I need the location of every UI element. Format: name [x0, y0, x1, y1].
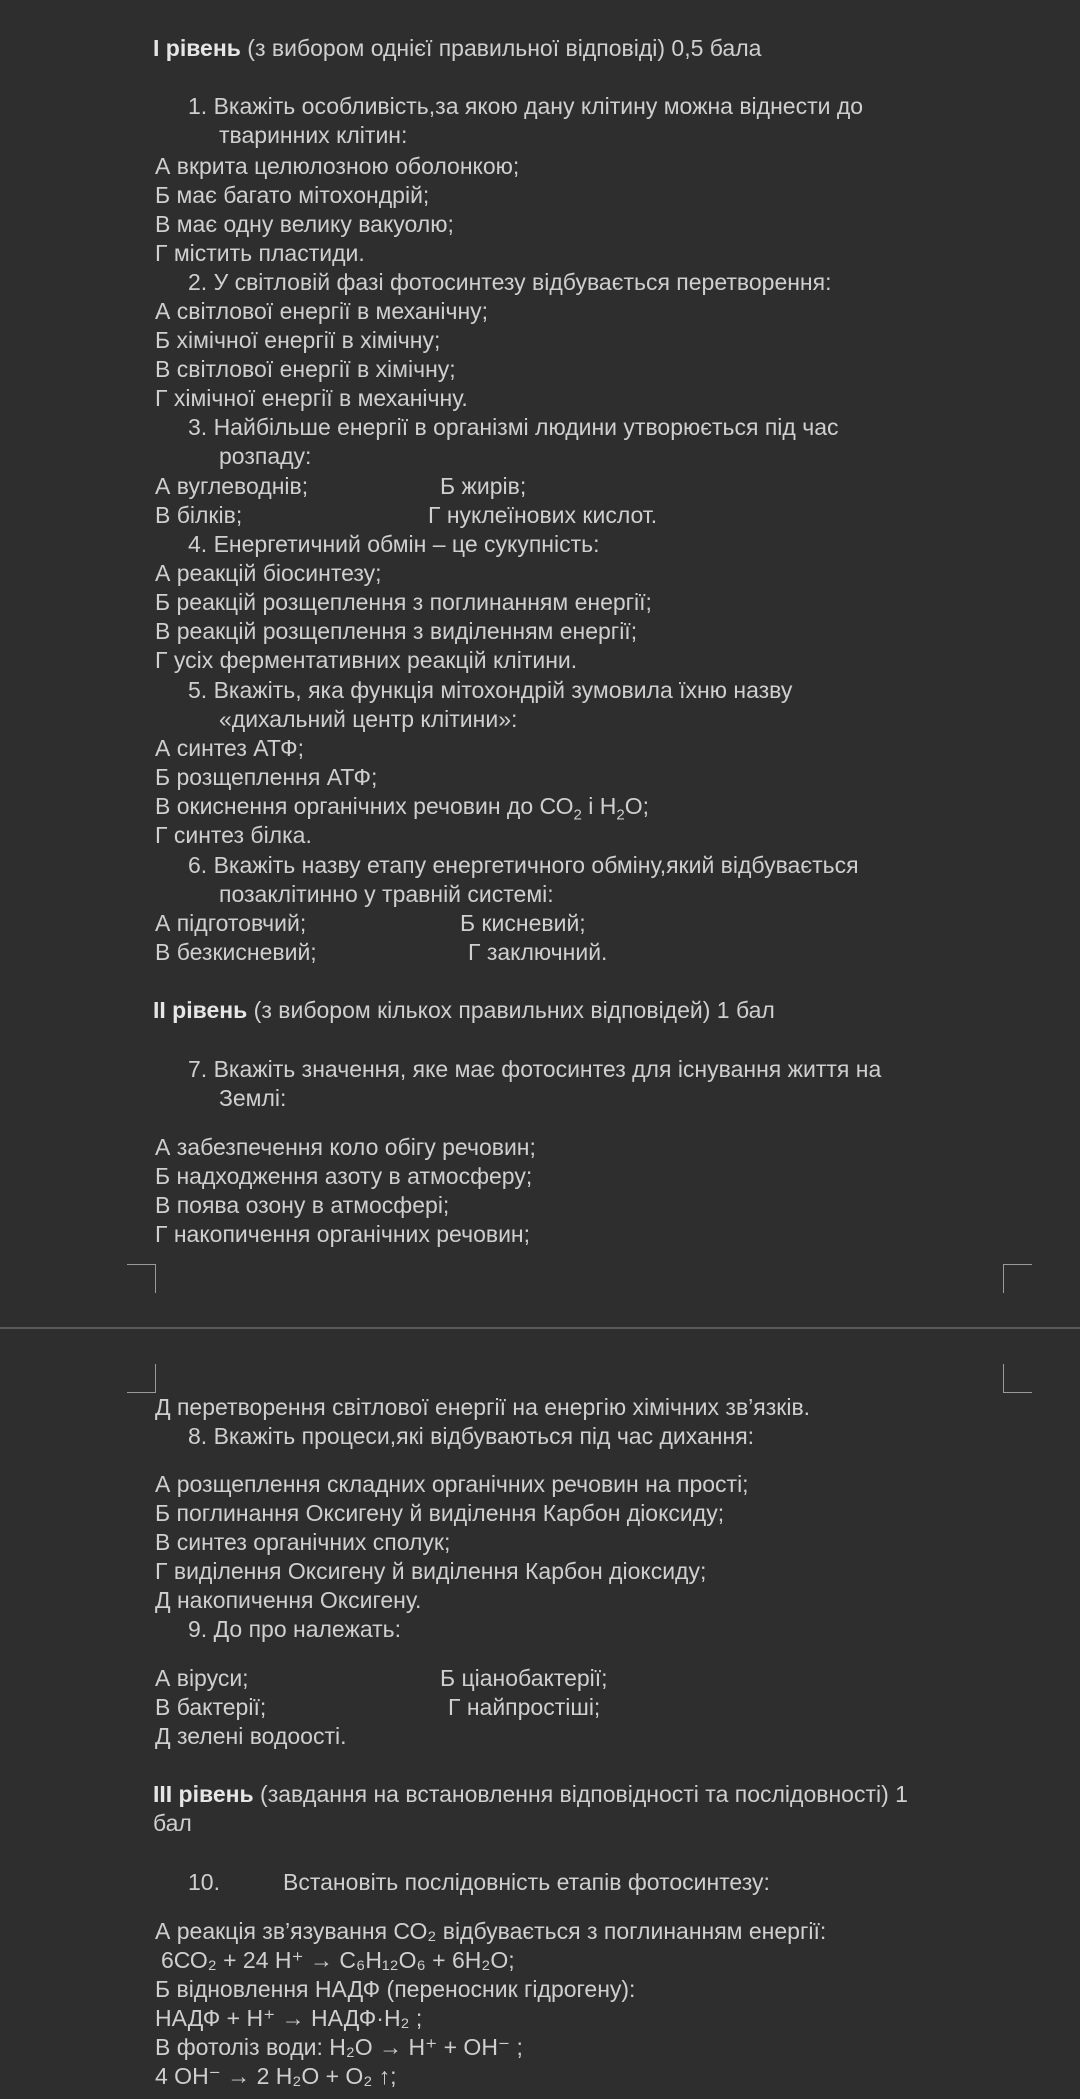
- answer-9b: Б ціанобактерії;: [440, 1665, 608, 1691]
- page-corner-mark: [127, 1264, 156, 1293]
- answer-3a: А вуглеводнів;: [155, 473, 309, 499]
- answer-4b: Б реакцій розщеплення з поглинанням енергії;: [155, 589, 652, 615]
- answer-10a: А реакція зв’язування СО₂ відбувається з поглинанням енергії:: [155, 1918, 827, 1944]
- answer-8e: Д накопичення Оксигену.: [155, 1587, 422, 1613]
- answer-9d: Г найпростіші;: [448, 1694, 601, 1720]
- answer-5a: А синтез АТФ;: [155, 735, 304, 761]
- question-6: 6. Вкажіть назву етапу енергетичного обміну,який відбувається: [188, 852, 859, 878]
- answer-4a: А реакцій біосинтезу;: [155, 560, 382, 586]
- question-7-cont: Землі:: [219, 1085, 287, 1111]
- question-10: Встановіть послідовність етапів фотосинтезу:: [283, 1869, 770, 1895]
- answer-7c: В поява озону в атмосфері;: [155, 1192, 450, 1218]
- answer-7a: А забезпечення коло обігу речовин;: [155, 1134, 536, 1160]
- answer-9e: Д зелені водоості.: [155, 1723, 347, 1749]
- question-3-cont: розпаду:: [219, 443, 312, 469]
- answer-3c: В білків;: [155, 502, 243, 528]
- answer-9c: В бактерії;: [155, 1694, 267, 1720]
- page-corner-mark: [1003, 1264, 1032, 1293]
- answer-7b: Б надходження азоту в атмосферу;: [155, 1163, 533, 1189]
- answer-2a: А світлової енергії в механічну;: [155, 298, 489, 324]
- answer-1c: В має одну велику вакуолю;: [155, 211, 454, 237]
- answer-2d: Г хімічної енергії в механічну.: [155, 385, 468, 411]
- answer-1d: Г містить пластиди.: [155, 240, 365, 266]
- answer-4d: Г усіх ферментативних реакцій клітини.: [155, 647, 578, 673]
- document-page-2: [0, 1330, 1080, 2099]
- question-6-cont: позаклітинно у травній системі:: [219, 881, 554, 907]
- answer-10c: В фотоліз води: Н₂О → Н⁺ + ОН⁻ ;: [155, 2034, 523, 2060]
- question-5: 5. Вкажіть, яка функція мітохондрій зумовила їхню назву: [188, 677, 793, 703]
- question-3: 3. Найбільше енергії в організмі людини утворюється під час: [188, 414, 839, 440]
- answer-8d: Г виділення Оксигену й виділення Карбон діоксиду;: [155, 1558, 707, 1584]
- answer-6d: Г заключний.: [468, 939, 608, 965]
- answer-9a: А віруси;: [155, 1665, 249, 1691]
- answer-2b: Б хімічної енергії в хімічну;: [155, 327, 441, 353]
- answer-8c: В синтез органічних сполук;: [155, 1529, 451, 1555]
- answer-8a: А розщеплення складних органічних речовин на прості;: [155, 1471, 749, 1497]
- question-4: 4. Енергетичний обмін – це сукупність:: [188, 531, 600, 557]
- answer-6c: В безкисневий;: [155, 939, 317, 965]
- page-corner-mark: [127, 1364, 156, 1393]
- question-10-number: 10.: [188, 1869, 220, 1895]
- answer-1a: А вкрита целюлозною оболонкою;: [155, 153, 520, 179]
- answer-3d: Г нуклеїнових кислот.: [428, 502, 658, 528]
- answer-4c: В реакцій розщеплення з виділенням енергії;: [155, 618, 638, 644]
- answer-10b: Б відновлення НАДФ (переносник гідрогену):: [155, 1976, 636, 2002]
- answer-10a-formula: 6СО₂ + 24 Н⁺ → С₆Н₁₂О₆ + 6Н₂О;: [161, 1947, 515, 1973]
- question-9: 9. До про належать:: [188, 1616, 402, 1642]
- answer-7e: Д перетворення світлової енергії на енергію хімічних зв’язків.: [155, 1394, 811, 1420]
- question-7: 7. Вкажіть значення, яке має фотосинтез для існування життя на: [188, 1056, 882, 1082]
- answer-3b: Б жирів;: [440, 473, 527, 499]
- page-break: [0, 1327, 1080, 1329]
- question-1: 1. Вкажіть особливість,за якою дану клітину можна віднести до: [188, 93, 864, 119]
- question-5-cont: «дихальний центр клітини»:: [219, 706, 518, 732]
- answer-5d: Г синтез білка.: [155, 822, 312, 848]
- answer-6b: Б кисневий;: [460, 910, 586, 936]
- answer-8b: Б поглинання Оксигену й виділення Карбон діоксиду;: [155, 1500, 725, 1526]
- answer-6a: А підготовчий;: [155, 910, 307, 936]
- answer-10c-formula: 4 ОН⁻ → 2 Н₂О + О₂ ↑;: [155, 2063, 397, 2089]
- answer-5c: В окиснення органічних речовин до $СО_2$ і $Н_2О$;: [155, 793, 649, 824]
- answer-10b-formula: НАДФ + Н⁺ → НАДФ·Н₂ ;: [155, 2005, 423, 2031]
- answer-1b: Б має багато мітохондрій;: [155, 182, 430, 208]
- answer-5b: Б розщеплення АТФ;: [155, 764, 378, 790]
- level-3-heading-cont: бал: [153, 1810, 192, 1836]
- page-corner-mark: [1003, 1364, 1032, 1393]
- question-2: 2. У світловій фазі фотосинтезу відбувається перетворення:: [188, 269, 832, 295]
- answer-2c: В світлової енергії в хімічну;: [155, 356, 456, 382]
- question-1-cont: тваринних клітин:: [219, 122, 408, 148]
- level-1-heading: І рівень (з вибором однієї правильної відповіді) 0,5 бала: [153, 35, 762, 61]
- answer-7d: Г накопичення органічних речовин;: [155, 1221, 531, 1247]
- level-2-heading: ІІ рівень (з вибором кількох правильних відповідей) 1 бал: [153, 997, 775, 1023]
- level-3-heading: ІІІ рівень (завдання на встановлення відповідності та послідовності) 1: [153, 1781, 908, 1807]
- question-8: 8. Вкажіть процеси,які відбуваються під час дихання:: [188, 1423, 755, 1449]
